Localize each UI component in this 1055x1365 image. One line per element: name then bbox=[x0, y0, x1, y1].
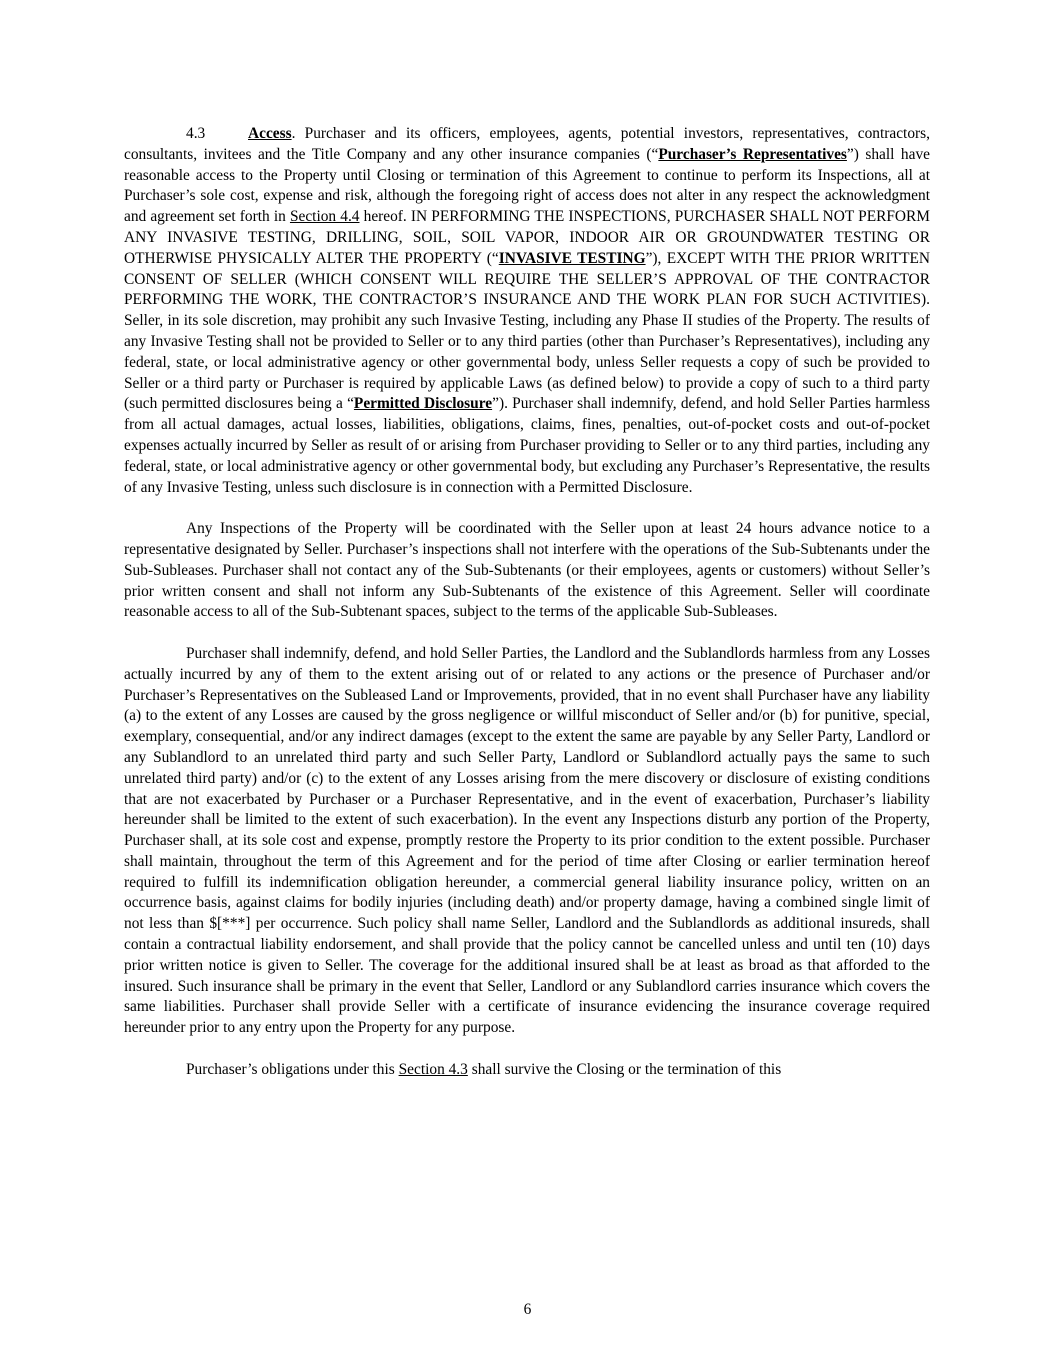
survival-text-1: Purchaser’s obligations under this bbox=[186, 1060, 399, 1078]
section-number: 4.3 bbox=[186, 125, 206, 142]
defined-term-invasive-testing: INVASIVE TESTING bbox=[498, 249, 646, 267]
defined-term-permitted-disclosure: Permitted Disclosure bbox=[353, 395, 493, 413]
section-text-2: ”) shall have reasonable access to the Property until Closing or termination of this Agreement to continue to perform its Inspections, all at Purchaser’s sole cost, expense and risk, although the foregoing right of access does not alter in any respect the acknowledgment and agreement set forth in bbox=[124, 145, 930, 226]
defined-term-purchasers-representatives: Purchaser’s Representatives bbox=[658, 145, 847, 163]
document-page bbox=[124, 124, 930, 1101]
section-text-3: hereof. IN PERFORMING THE INSPECTIONS, PURCHASER SHALL NOT PERFORM ANY INVASIVE TESTING, DRILLING, SOIL, SOIL VAPOR, INDOOR AIR OR GROUNDWATER TESTING OR OTHERWISE PHYSICALLY ALTER THE PROPERTY (“ bbox=[124, 208, 930, 267]
indemnification-paragraph bbox=[124, 644, 930, 1039]
section-heading: Access bbox=[248, 125, 292, 142]
indemnification-text: Purchaser shall indemnify, defend, and hold Seller Parties, the Landlord and the Sublandlords harmless from any Losses actually incurred by any of them to the extent arising out of or related to any actions or the presence of Purchaser and/or Purchaser’s Representatives on the Subleased Land or Improvements, provided, that in no event shall Purchaser have any liability (a) to the extent of any Losses are caused by the gross negligence or willful misconduct of Seller and/or (b) for punitive, special, exemplary, consequential, and/or any indirect damages (except to the extent the same are payable by any Seller Party, Landlord or any Sublandlord to an unrelated third party and such Seller Party, Landlord or Sublandlord actually pays the same to such unrelated third party) and/or (c) to the extent of any Losses arising from the mere discovery or disclosure of existing conditions that are not exacerbated by Purchaser or a Purchaser Representative, and in the event of exacerbation, Purchaser’s liability hereunder shall be limited to the extent of such exacerbation). In the event any Inspections disturb any portion of the Property, Purchaser shall, at its sole cost and expense, promptly restore the Property to its prior condition to the extent possible. Purchaser shall maintain, throughout the term of this Agreement and for the period of time after Closing or earlier termination hereof required to fulfill its indemnification obligation hereunder, a commercial general liability insurance policy, written on an occurrence basis, against claims for bodily injuries (including death) and/or property damage, having a combined single limit of not less than $[***] per occurrence. Such policy shall name Seller, Landlord and the Sublandlords as additional insureds, shall contain a contractual liability endorsement, and shall provide that the policy cannot be cancelled unless and until ten (10) days prior written notice is given to Seller. The coverage for the additional insured shall be at least as broad as that afforded to the insured. Such insurance shall be primary in the event that Seller, Landlord or any Sublandlord carries insurance which covers the same liabilities. Purchaser shall provide Seller with a certificate of insurance evidencing the insurance coverage required hereunder prior to any entry upon the Property for any purpose. bbox=[124, 644, 930, 1037]
section-4-3-paragraph bbox=[124, 124, 930, 498]
inspections-text: Any Inspections of the Property will be coordinated with the Seller upon at least 24 hours advance notice to a representative designated by Seller. Purchaser’s inspections shall not interfere with the operations of the Sub-Subtenants under the Sub-Subleases. Purchaser shall not contact any of the Sub-Subtenants (or their employees, agents or customers) without Seller’s prior written consent and shall not inform any Sub-Subtenants of the existence of this Agreement. Seller will coordinate reasonable access to all of the Sub-Subtenant spaces, subject to the terms of the applicable Sub-Subleases. bbox=[124, 520, 930, 621]
section-reference-4-4: Section 4.4 bbox=[289, 208, 360, 226]
survival-text-2: shall survive the Closing or the termination of this bbox=[467, 1060, 782, 1078]
section-text-1: . Purchaser and its officers, employees, agents, potential investors, representatives, contractors, consultants, invitees and the Title Company and any other insurance companies (“ bbox=[124, 125, 930, 163]
inspections-paragraph bbox=[124, 519, 930, 623]
section-reference-4-3: Section 4.3 bbox=[398, 1060, 468, 1078]
page-number: 6 bbox=[523, 1301, 532, 1318]
section-text-4: ”), EXCEPT WITH THE PRIOR WRITTEN CONSENT OF SELLER (WHICH CONSENT WILL REQUIRE THE SELLER’S APPROVAL OF THE CONTRACTOR PERFORMING THE WORK, THE CONTRACTOR’S INSURANCE AND THE WORK PLAN FOR SUCH ACTIVITIES). Seller, in its sole discretion, may prohibit any such Invasive Testing, including any Phase II studies of the Property. The results of any Invasive Testing shall not be provided to Seller or to any third parties (other than Purchaser’s Representatives), including any federal, state, or local administrative agency or other governmental body, unless Seller requests a copy of such be provided to Seller or a third party or Purchaser is required by applicable Laws (as defined below) to provide a copy of such to a third party (such permitted disclosures being a “ bbox=[124, 249, 930, 413]
section-text-5: ”). Purchaser shall indemnify, defend, and hold Seller Parties harmless from all actual damages, actual losses, liabilities, obligations, claims, fines, penalties, out-of-pocket costs and out-of-pocket expenses actually incurred by Seller as result of or arising from Purchaser providing to Seller or to any third parties, including any federal, state, or local administrative agency or other governmental body, but excluding any Purchaser’s Representative, the results of any Invasive Testing, unless such disclosure is in connection with a Permitted Disclosure. bbox=[124, 395, 930, 496]
survival-paragraph bbox=[124, 1060, 930, 1081]
